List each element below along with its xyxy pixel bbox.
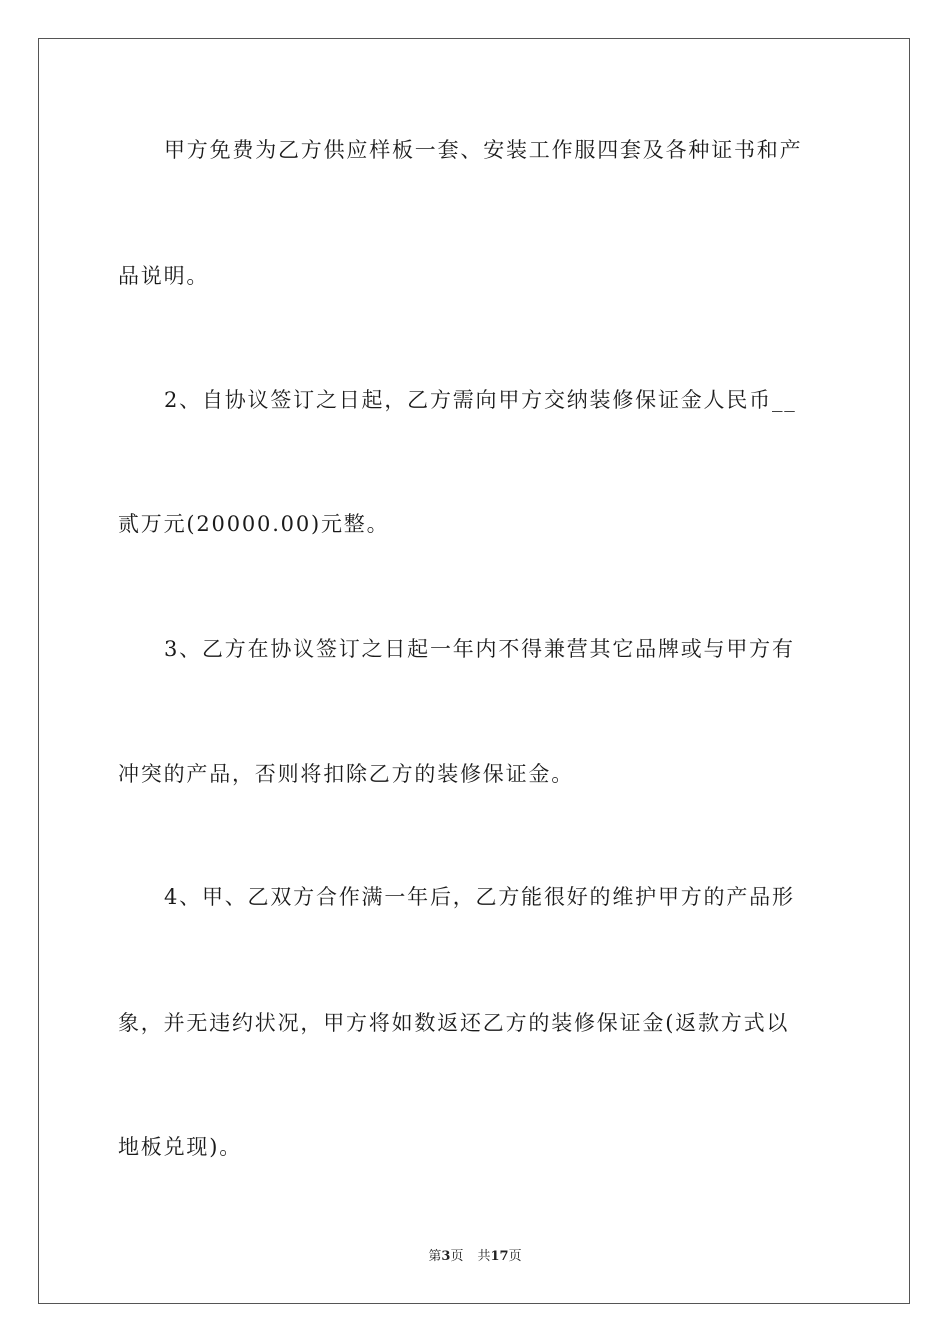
page-border [38,38,910,1304]
paragraph-3-line-2: 冲突的产品，否则将扣除乙方的装修保证金。 [118,762,574,786]
page-current: 3 [441,1249,451,1264]
total-suffix: 页 [508,1249,522,1264]
paragraph-2-line-1: 2、自协议签订之日起，乙方需向甲方交纳装修保证金人民币__ [164,388,797,412]
page-prefix: 第 [428,1249,442,1264]
paragraph-3-line-1: 3、乙方在协议签订之日起一年内不得兼营其它品牌或与甲方有 [164,637,795,661]
total-prefix: 共 [477,1249,491,1264]
page-total: 17 [490,1249,509,1264]
paragraph-1-line-1: 甲方免费为乙方供应样板一套、安装工作服四套及各种证书和产 [164,138,803,162]
page-footer [0,1248,950,1266]
paragraph-4-line-2: 象，并无违约状况，甲方将如数返还乙方的装修保证金(返款方式以 [118,1011,790,1035]
page-suffix: 页 [450,1249,464,1264]
paragraph-4-line-3: 地板兑现)。 [118,1135,242,1159]
paragraph-2-line-2: 贰万元(20000.00)元整。 [118,512,390,536]
paragraph-4-line-1: 4、甲、乙双方合作满一年后，乙方能很好的维护甲方的产品形 [164,885,795,909]
paragraph-1-line-2: 品说明。 [118,264,210,288]
